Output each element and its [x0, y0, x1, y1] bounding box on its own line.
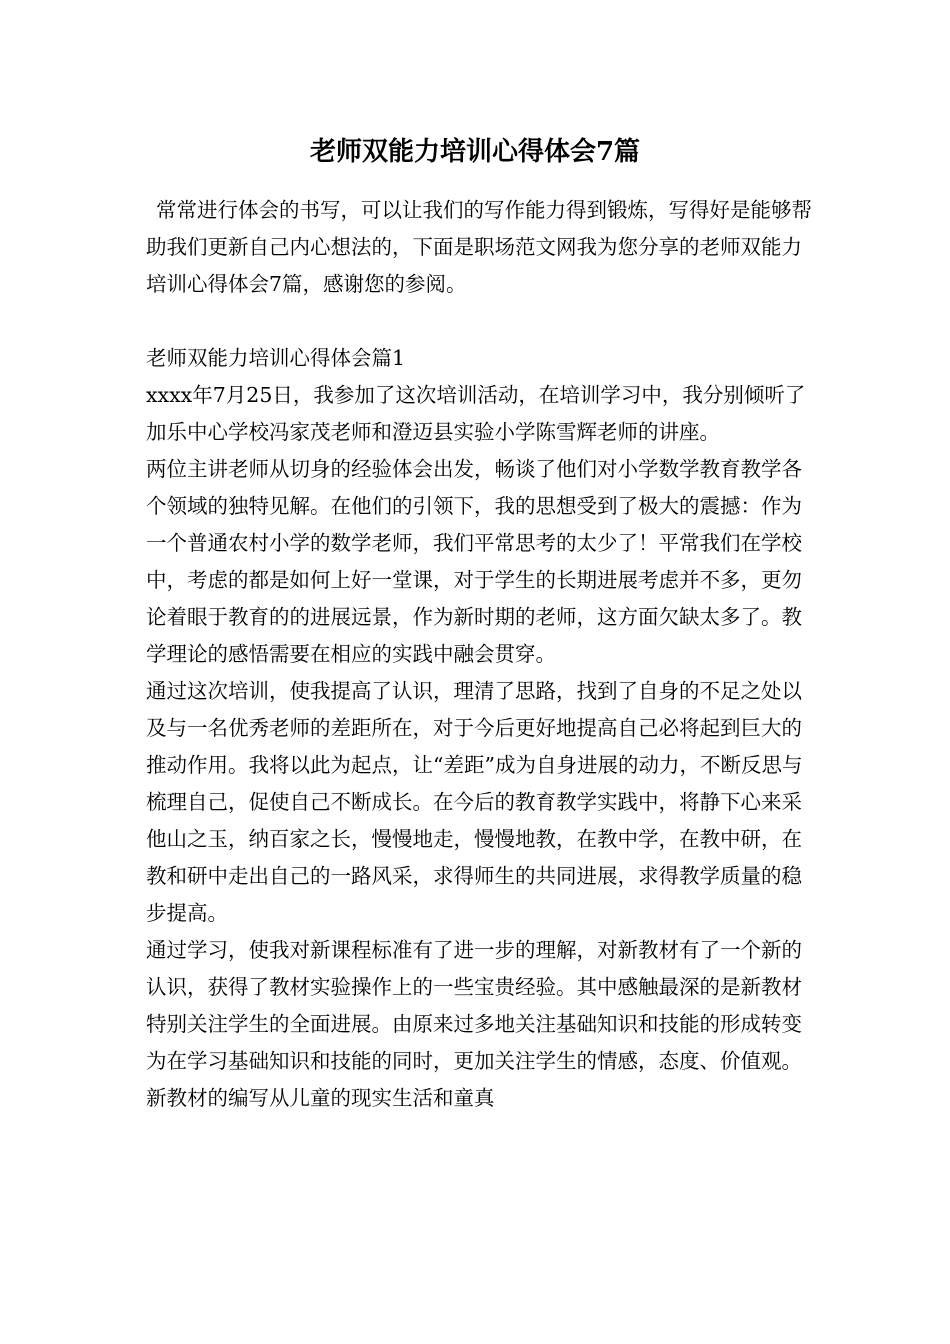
document-title: 老师双能力培训心得体会7篇 [309, 137, 641, 167]
body-paragraph: 通过这次培训，使我提高了认识，理清了思路，找到了自身的不足之处以及与一名优秀老师的差距所在，对于今后更好地提高自己必将起到巨大的推动作用。我将以此为起点，让“差距”成为自身进展的动力，不断反思与梳理自己，促使自己不断成长。在今后的教育教学实践中，将静下心来采他山之玉，纳百家之长，慢慢地走，慢慢地教，在教中学，在教中研，在教和研中走出自己的一路风采，求得师生的共同进展，求得教学质量的稳步提高。 [146, 679, 803, 925]
body-paragraph: 通过学习，使我对新课程标准有了进一步的理解，对新教材有了一个新的认识，获得了教材实验操作上的一些宝贵经验。其中感触最深的是新教材特别关注学生的全面进展。由原来过多地关注基础知识和技能的形成转变为在学习基础知识和技能的同时，更加关注学生的情感，态度、价值观。新教材的编写从儿童的现实生活和童真 [146, 938, 802, 1110]
body-paragraph: 两位主讲老师从切身的经验体会出发，畅谈了他们对小学数学教育教学各个领域的独特见解。在他们的引领下，我的思想受到了极大的震撼：作为一个普通农村小学的数学老师，我们平常思考的太少了！平常我们在学校中，考虑的都是如何上好一堂课，对于学生的长期进展考虑并不多，更勿论着眼于教育的的进展远景，作为新时期的老师，这方面欠缺太多了。教学理论的感悟需要在相应的实践中融会贯穿。 [146, 457, 802, 666]
body-paragraph: xxxx年7月25日，我参加了这次培训活动，在培训学习中，我分别倾听了加乐中心学校冯家茂老师和澄迈县实验小学陈雪辉老师的讲座。 [146, 383, 806, 444]
document-body [146, 192, 812, 1117]
section-heading: 老师双能力培训心得体会篇1 [146, 346, 406, 370]
intro-paragraph: 常常进行体会的书写，可以让我们的写作能力得到锻炼，写得好是能够帮助我们更新自己内心想法的，下面是职场范文网我为您分享的老师双能力培训心得体会7篇，感谢您的参阅。 [146, 198, 812, 296]
paragraph-spacer [146, 303, 812, 340]
